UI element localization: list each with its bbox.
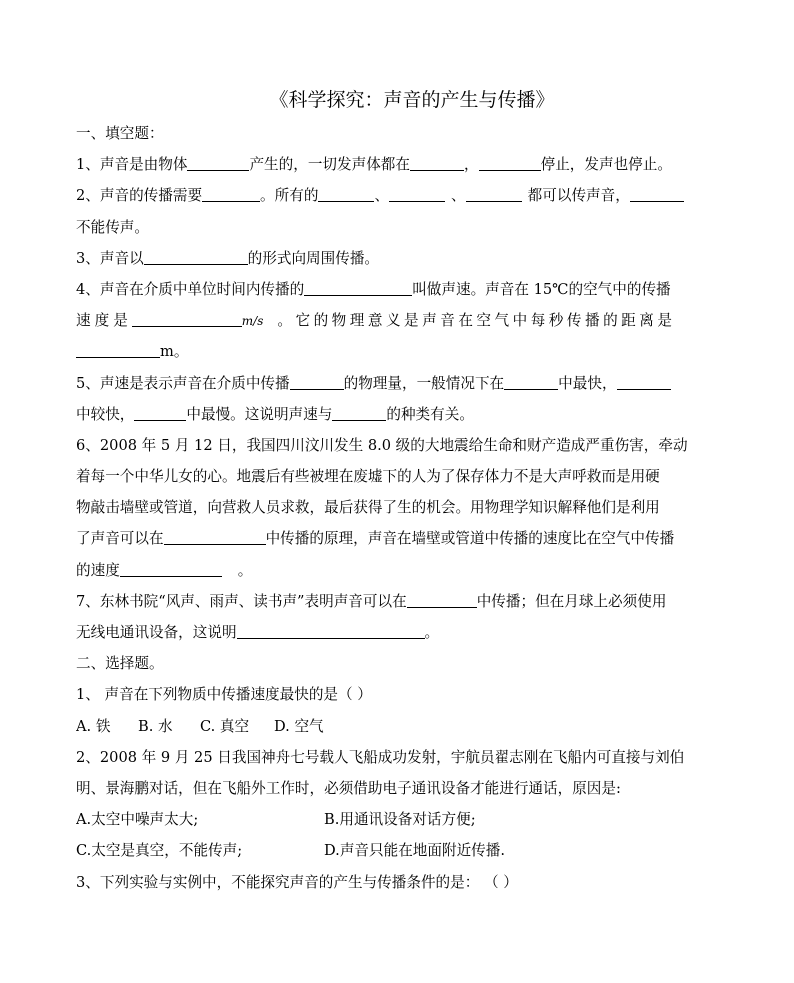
question-3: 3、声音以 的形式向周围传播。	[76, 249, 380, 267]
answer-blank[interactable]	[318, 186, 374, 202]
question-4: 4、声音在介质中单位时间内传播的 叫做声速。声音在 15℃的空气中的传播	[76, 280, 671, 298]
question-1: 1、声音是由物体 产生的，一切发声体都在 ， 停止，发声也停止。	[76, 156, 672, 174]
section-fill-in-heading: 一、填空题：	[76, 125, 164, 142]
worksheet-page	[76, 82, 720, 898]
mc-question-2-options-ab	[76, 804, 720, 835]
answer-blank[interactable]	[389, 186, 445, 202]
question-2: 2、声音的传播需要 。所有的 、 、 都可以传声音，	[76, 180, 720, 211]
mc-question-1-options	[76, 711, 720, 742]
answer-blank[interactable]	[332, 405, 386, 421]
section-choice-heading: 二、选择题。	[76, 655, 164, 673]
question-7-cont: 无线电通讯设备，这说明 。	[76, 624, 440, 641]
question-6-line-1: 6、2008 年 5 月 12 日，我国四川汶川发生 8.0 级的大地震给生命和财产造成严重伤害，牵动	[76, 436, 688, 454]
mc-question-2-line-1: 2、2008 年 9 月 25 日我国神舟七号载人飞船成功发射，宇航员翟志刚在飞船内可直接与刘伯	[76, 748, 685, 766]
answer-blank[interactable]	[120, 561, 222, 577]
question-7: 7、东林书院“风声、雨声、读书声”表明声音可以在 中传播；但在月球上必须使用	[76, 592, 667, 610]
option-d[interactable]: D.声音只能在地面附近传播.	[324, 842, 505, 860]
mc-question-3: 3、下列实验与实例中，不能探究声音的产生与传播条件的是： （ ）	[76, 873, 518, 891]
question-4-cont-2: m。	[76, 336, 720, 367]
answer-blank[interactable]	[187, 155, 249, 171]
question-6-line-4: 了声音可以在 中传播的原理，声音在墙壁或管道中传播的速度比在空气中传播	[76, 530, 675, 548]
question-6-line-3: 物敲击墙壁或管道，向营救人员求救，最后获得了生的机会。用物理学知识解释他们是利用	[76, 499, 660, 517]
answer-blank[interactable]	[410, 155, 464, 171]
option-c[interactable]: C.太空是真空，不能传声;	[76, 842, 243, 860]
answer-blank[interactable]	[290, 374, 344, 390]
option-a[interactable]: A.太空中噪声太大;	[76, 811, 199, 829]
question-4-cont: 速度是 m/s 。它的物理意义是声音在空气中每秒传播的距离是	[76, 312, 676, 330]
answer-blank[interactable]	[617, 374, 671, 390]
option-c[interactable]: C. 真空	[200, 717, 250, 735]
question-5-cont: 中较快， 中最慢。这说明声速与 的种类有关。	[76, 405, 474, 423]
question-5: 5、声速是表示声音在介质中传播 的物理量，一般情况下在 中最快，	[76, 368, 720, 399]
answer-blank[interactable]	[304, 280, 412, 296]
question-6-line-2: 着每一个中华儿女的心。地震后有些被埋在废墟下的人为了保存体力不是大声呼救而是用硬	[76, 468, 660, 486]
answer-blank[interactable]	[504, 374, 558, 390]
answer-blank[interactable]	[630, 186, 684, 202]
page-title: 《科学探究：声音的产生与传播》	[269, 89, 555, 111]
question-2-cont: 不能传声。	[76, 218, 149, 236]
question-6-line-5: 的速度 。	[76, 561, 253, 579]
option-b[interactable]: B.用通讯设备对话方便;	[324, 811, 476, 829]
answer-blank[interactable]	[466, 186, 522, 202]
answer-blank[interactable]	[144, 249, 248, 265]
option-b[interactable]: B. 水	[138, 717, 173, 735]
answer-blank[interactable]	[134, 405, 186, 421]
option-a[interactable]: A. 铁	[76, 717, 111, 735]
answer-blank[interactable]	[202, 186, 260, 202]
answer-blank[interactable]	[164, 529, 266, 545]
mc-question-2-options-cd	[76, 835, 720, 866]
answer-blank[interactable]	[76, 342, 160, 358]
answer-blank[interactable]	[407, 592, 477, 608]
answer-blank[interactable]	[237, 623, 425, 639]
option-d[interactable]: D. 空气	[274, 717, 324, 735]
answer-blank[interactable]	[132, 311, 242, 327]
answer-blank[interactable]	[479, 155, 541, 171]
mc-question-1: 1、 声音在下列物质中传播速度最快的是（ ）	[76, 686, 372, 704]
mc-question-2-line-2: 明、景海鹏对话，但在飞船外工作时，必须借助电子通讯设备才能进行通话，原因是:	[76, 779, 621, 797]
